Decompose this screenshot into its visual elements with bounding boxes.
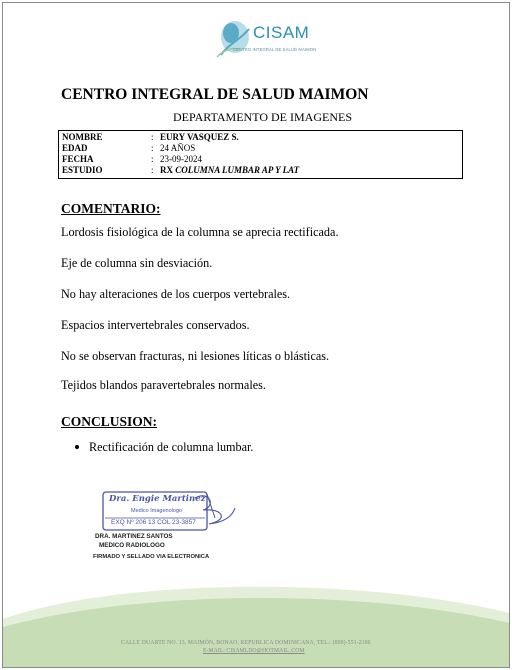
comentario-paragraph: No se observan fracturas, ni lesiones líticas o blásticas. bbox=[61, 349, 330, 363]
logo-brand-text: CISAM bbox=[253, 23, 310, 42]
conclusion-list-item bbox=[75, 440, 253, 455]
info-separator: : bbox=[151, 165, 154, 175]
signature-name: DRA. MARTINEZ SANTOS bbox=[95, 533, 173, 540]
study-prefix: RX bbox=[160, 165, 173, 175]
footer-address: CALLE DUARTE NO. 13, MAIMÓN, BONAO, REPUBLICA DOMINICANA, TEL.: (809)-551-2196 bbox=[121, 640, 371, 646]
info-label: EDAD bbox=[62, 143, 88, 153]
info-value: 24 AÑOS bbox=[160, 143, 196, 153]
logo-subtitle: CENTRO INTEGRAL DE SALUD MAIMON bbox=[233, 47, 317, 52]
info-label: ESTUDIO bbox=[62, 165, 103, 175]
stamp-doctor-name: Dra. Engie Martinez bbox=[109, 494, 206, 504]
comentario-paragraph: Espacios intervertebrales conservados. bbox=[61, 318, 250, 332]
footer-email: E-MAIL: CISAMLDO@HOTMAIL .COM bbox=[203, 648, 305, 654]
signature-title: MEDICO RADIOLOGO bbox=[99, 542, 165, 549]
info-value: EURY VASQUEZ S. bbox=[160, 132, 239, 142]
department-title: DEPARTAMENTO DE IMAGENES bbox=[173, 110, 352, 124]
info-value bbox=[160, 165, 299, 176]
signature-note: FIRMADO Y SELLADO VIA ELECTRONICA bbox=[93, 554, 210, 560]
bullet-icon bbox=[75, 445, 79, 449]
info-separator: : bbox=[151, 132, 154, 142]
info-value: 23-09-2024 bbox=[160, 154, 202, 164]
info-label: NOMBRE bbox=[62, 132, 103, 142]
report-page bbox=[2, 2, 510, 668]
comentario-paragraph: Lordosis fisiológica de la columna se aprecia rectificada. bbox=[61, 225, 339, 239]
conclusion-heading: CONCLUSION: bbox=[61, 414, 158, 429]
cisam-logo bbox=[209, 17, 329, 61]
info-separator: : bbox=[151, 143, 154, 153]
comentario-heading: COMENTARIO: bbox=[61, 201, 161, 216]
info-separator: : bbox=[151, 154, 154, 164]
info-label: FECHA bbox=[62, 154, 94, 164]
comentario-paragraph: Eje de columna sin desviación. bbox=[61, 256, 213, 270]
comentario-paragraph: No hay alteraciones de los cuerpos vertebrales. bbox=[61, 287, 291, 301]
organization-title: CENTRO INTEGRAL DE SALUD MAIMON bbox=[61, 86, 369, 103]
study-name: COLUMNA LUMBAR AP Y LAT bbox=[175, 165, 300, 175]
stamp-role: Medico Imagenologo bbox=[131, 508, 183, 514]
stamp-exequatur: EXQ Nº 206 13 COL 23-3857 bbox=[111, 519, 196, 526]
comentario-paragraph: Tejidos blandos paravertebrales normales. bbox=[61, 378, 266, 392]
logo-emblem-icon bbox=[209, 17, 257, 61]
footer-wave-decoration bbox=[3, 583, 509, 668]
patient-info-box bbox=[58, 130, 463, 179]
conclusion-text: Rectificación de columna lumbar. bbox=[89, 440, 254, 454]
